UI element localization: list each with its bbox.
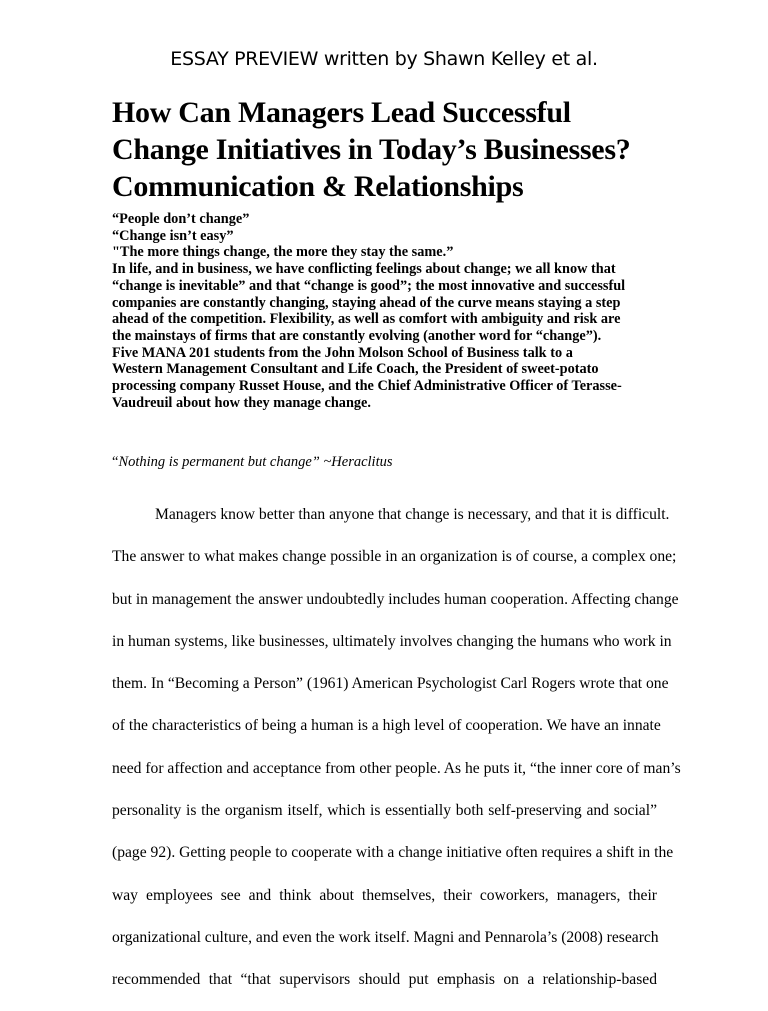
title-line: How Can Managers Lead Successful	[112, 96, 571, 129]
body-line: personality is the organism itself, which is essentially both self-preserving and social”	[112, 802, 657, 820]
body-line: The answer to what makes change possible in an organization is of course, a complex one;	[112, 548, 677, 566]
body-line: Managers know better than anyone that change is necessary, and that it is difficult.	[155, 506, 670, 523]
abstract	[112, 211, 662, 411]
abstract-line: processing company Russet House, and the Chief Administrative Officer of Terasse-	[112, 378, 622, 395]
body-line: (page 92). Getting people to cooperate with a change initiative often requires a shift in the	[112, 844, 674, 862]
abstract-line: the mainstays of firms that are constantly evolving (another word for “change”).	[112, 327, 602, 344]
body-line: way employees see and think about themselves, their coworkers, managers, their	[112, 886, 657, 904]
body-line: organizational culture, and even the work itself. Magni and Pennarola’s (2008) research	[112, 928, 659, 946]
abstract-line: Western Management Consultant and Life Coach, the President of sweet-potato	[112, 361, 599, 378]
body-line: of the characteristics of being a human is a high level of cooperation. We have an innate	[112, 717, 661, 735]
body-line: recommended that “that supervisors should put emphasis on a relationship-based	[112, 971, 657, 989]
title-line: Change Initiatives in Today’s Businesses?	[112, 133, 631, 166]
quote-open-mark: “	[112, 454, 119, 470]
preview-header: ESSAY PREVIEW written by Shawn Kelley et al.	[170, 48, 598, 70]
abstract-line: “People don’t change”	[112, 211, 250, 227]
abstract-line: Five MANA 201 students from the John Molson School of Business talk to a	[112, 344, 573, 361]
abstract-line: "The more things change, the more they stay the same.”	[112, 244, 454, 261]
quote-text: Nothing is permanent but change” ~Heraclitus	[118, 454, 393, 470]
abstract-line: “change is inevitable” and that “change is good”; the most innovative and successful	[112, 277, 626, 294]
body-line: need for affection and acceptance from other people. As he puts it, “the inner core of man’s	[112, 759, 681, 777]
abstract-line: “Change isn’t easy”	[112, 227, 234, 244]
body-line: but in management the answer undoubtedly includes human cooperation. Affecting change	[112, 590, 679, 608]
abstract-line: In life, and in business, we have conflicting feelings about change; we all know that	[112, 261, 616, 278]
title-line: Communication & Relationships	[112, 170, 524, 203]
body-line: in human systems, like businesses, ultimately involves changing the humans who work in	[112, 632, 672, 650]
body-line: them. In “Becoming a Person” (1961) American Psychologist Carl Rogers wrote that one	[112, 675, 669, 693]
abstract-line: ahead of the competition. Flexibility, as well as comfort with ambiguity and risk are	[112, 311, 621, 328]
body-paragraph	[112, 503, 681, 1011]
abstract-line: companies are constantly changing, staying ahead of the curve means staying a step	[112, 294, 621, 311]
essay-title	[112, 94, 672, 205]
abstract-line: Vaudreuil about how they manage change.	[112, 394, 371, 411]
epigraph-quote	[112, 453, 393, 471]
